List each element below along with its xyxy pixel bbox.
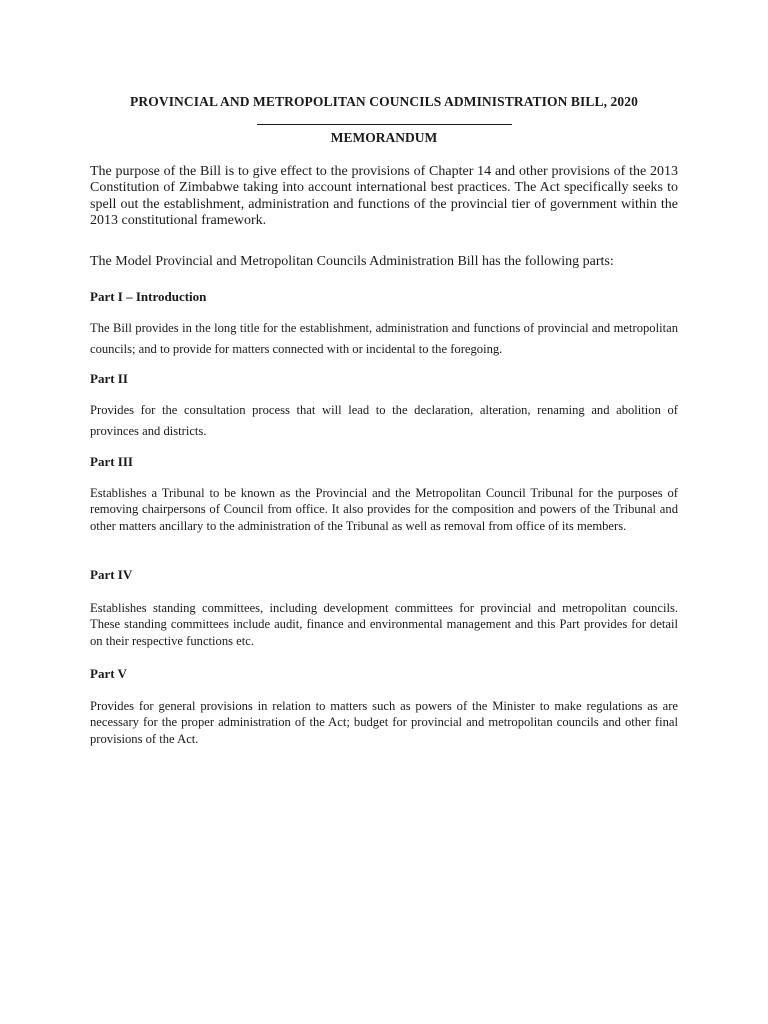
part-2-heading: Part II <box>90 371 128 386</box>
memorandum-heading: MEMORANDUM <box>330 130 438 145</box>
part-5-heading: Part V <box>90 666 127 681</box>
parts-intro: The Model Provincial and Metropolitan Councils Administration Bill has the following parts: <box>90 254 614 269</box>
part-3-heading: Part III <box>90 454 133 469</box>
intro-paragraph: The purpose of the Bill is to give effect to the provisions of Chapter 14 and other provisions of the 2013 Constitution of Zimbabwe taking into account international best practices. The Act specifically seeks to spell out the establishment, administration and functions of the provincial tier of government within the 2013 constitutional framework. <box>90 164 678 229</box>
part-1-heading: Part I – Introduction <box>90 289 207 304</box>
part-1-text: The Bill provides in the long title for the establishment, administration and functions of provincial and metropolitan councils; and to provide for matters connected with or incidental to the foregoing. <box>90 321 678 356</box>
part-4-text: Establishes standing committees, including development committees for provincial and metropolitan councils. These standing committees include audit, finance and environmental management and this Part provides for detail on their respective functions etc. <box>90 601 678 648</box>
part-5-text: Provides for general provisions in relation to matters such as powers of the Minister to make regulations as are necessary for the proper administration of the Act; budget for provincial and metropolitan councils and other final provisions of the Act. <box>90 699 678 746</box>
title-underline <box>257 124 512 125</box>
part-4-heading: Part IV <box>90 567 133 582</box>
part-2-text: Provides for the consultation process that will lead to the declaration, alteration, renaming and abolition of provinces and districts. <box>90 403 678 438</box>
part-3-text: Establishes a Tribunal to be known as the Provincial and the Metropolitan Council Tribunal for the purposes of removing chairpersons of Council from office. It also provides for the composition and powers of the Tribunal and other matters ancillary to the administration of the Tribunal as well as removal from office of its members. <box>90 486 678 533</box>
document-title: PROVINCIAL AND METROPOLITAN COUNCILS ADMINISTRATION BILL, 2020 <box>130 94 638 109</box>
